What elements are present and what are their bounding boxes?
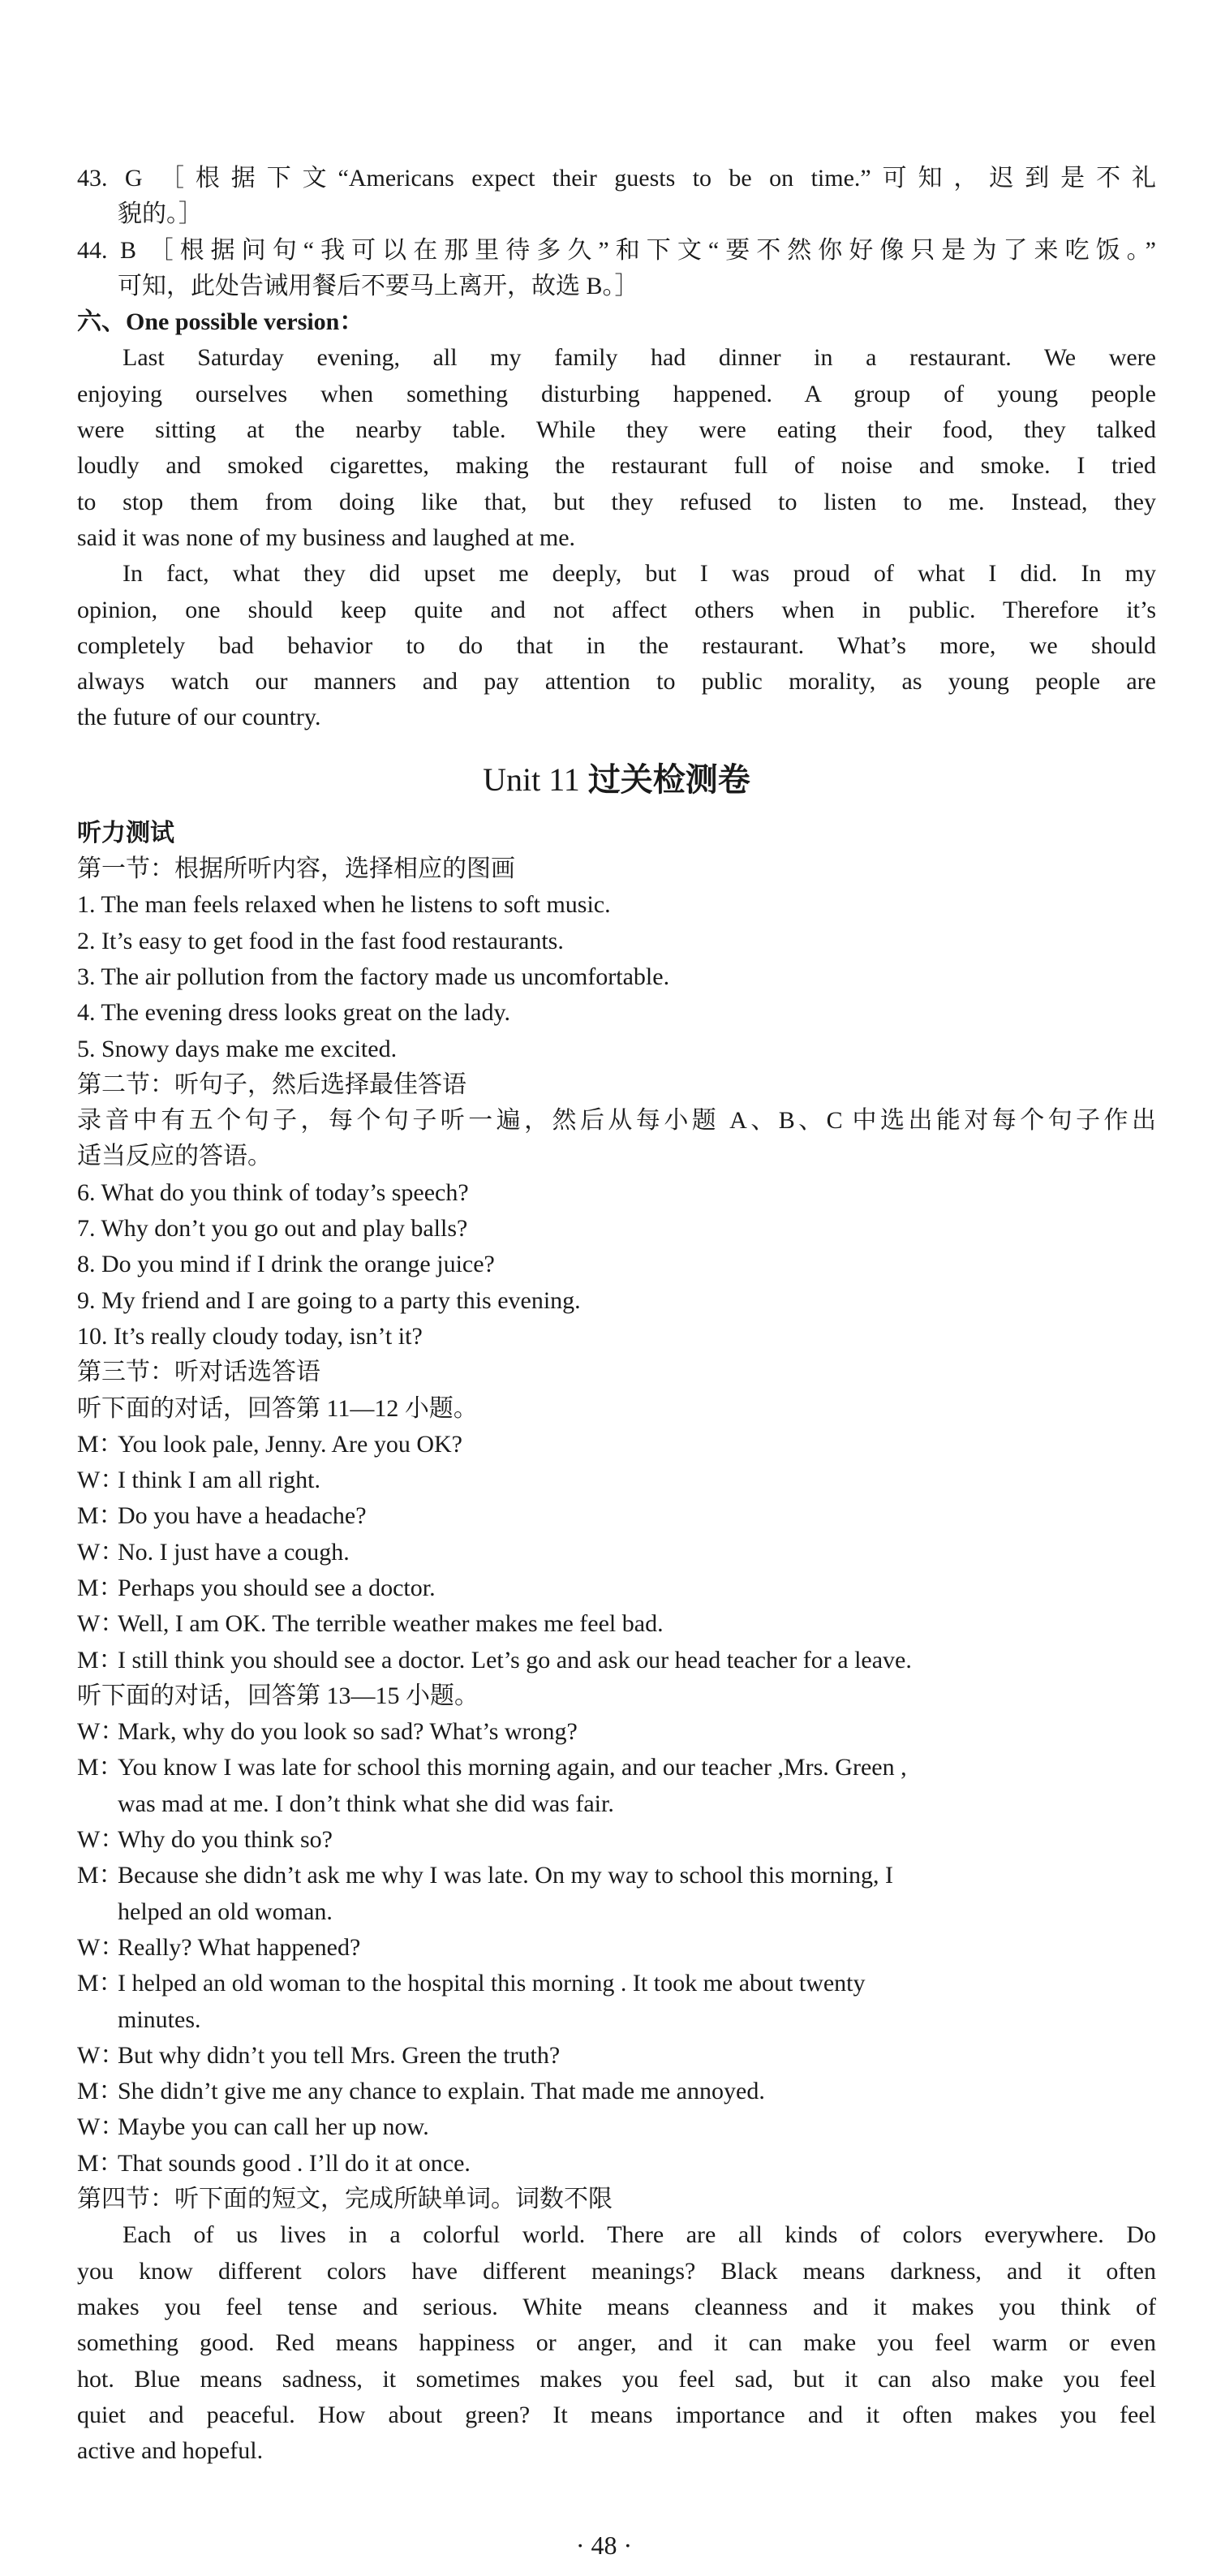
speaker: W： [77,1826,125,1854]
utterance: Perhaps you should see a doctor. [118,1574,436,1601]
passage-line: something good. Red means happiness or anger, and it can make you feel warm or even [77,2329,1156,2357]
utterance: I still think you should see a doctor. Let’s go and ask our head teacher for a leave. [118,1646,912,1674]
dialogue-continuation: minutes. [118,2005,201,2033]
speaker: W： [77,1538,125,1566]
utterance: Because she didn’t ask me why I was late. On my way to school this morning, I [118,1862,893,1889]
speaker: W： [77,2041,125,2069]
utterance: That sounds good . I’ll do it at once. [118,2149,471,2177]
dialogue-line [77,1606,1156,1642]
utterance: Maybe you can call her up now. [118,2113,429,2141]
section1-item: 3. The air pollution from the factory made us uncomfortable. [77,963,670,990]
speaker: W： [77,1933,125,1961]
dialogue-line [77,2038,1156,2074]
utterance: Mark, why do you look so sad? What’s wrong? [118,1718,578,1746]
writing-line: were sitting at the nearby table. While they were eating their food, they talked [77,416,1156,444]
utterance: You know I was late for school this morning again, and our teacher ,Mrs. Green , [118,1754,907,1781]
speaker: M： [77,1970,123,1997]
utterance: Well, I am OK. The terrible weather makes me feel bad. [118,1610,664,1638]
dialogue1-title: 听下面的对话，回答第 11—12 小题。 [77,1394,478,1422]
section1-item: 5. Snowy days make me excited. [77,1035,398,1062]
speaker: W： [77,1610,125,1638]
utterance: But why didn’t you tell Mrs. Green the truth? [118,2041,561,2069]
answer-44-line1: 44. B ［根据问句“我可以在那里待多久”和下文“要不然你好像只是为了来吃饭。” [77,236,1156,264]
passage-line: makes you feel tense and serious. White means cleanness and it makes you think of [77,2293,1156,2320]
answer-43-line2: 貌的。］ [118,200,203,228]
writing-line: In fact, what they did upset me deeply, but I was proud of what I did. In my [123,560,1156,588]
utterance: I helped an old woman to the hospital this morning . It took me about twenty [118,1970,866,1997]
dialogue-line [77,1858,1156,1893]
utterance: She didn’t give me any chance to explain. That made me annoyed. [118,2078,765,2105]
speaker: M： [77,1430,123,1458]
writing-line: Last Saturday evening, all my family had dinner in a restaurant. We were [123,344,1156,372]
writing-line: said it was none of my business and laughed at me. [77,523,576,551]
section1-item: 4. The evening dress looks great on the lady. [77,999,511,1027]
speaker: M： [77,1502,123,1530]
listening-heading: 听力测试 [77,818,174,847]
utterance: You look pale, Jenny. Are you OK? [118,1430,462,1458]
dialogue-continuation: helped an old woman. [118,1898,333,1925]
section2-item: 6. What do you think of today’s speech? [77,1178,469,1206]
dialogue-line [77,1714,1156,1750]
section1-item: 1. The man feels relaxed when he listens to soft music. [77,891,611,919]
section1-item: 2. It’s easy to get food in the fast food restaurants. [77,927,564,954]
page-number: · 48 · [575,2531,633,2560]
dialogue2-title: 听下面的对话，回答第 13—15 小题。 [77,1682,479,1709]
section2-item: 8. Do you mind if I drink the orange juice? [77,1251,495,1278]
speaker: W： [77,2113,125,2141]
speaker: M： [77,2149,123,2177]
speaker: W： [77,1718,125,1746]
dialogue-line [77,1462,1156,1498]
dialogue-line [77,1570,1156,1606]
section2-intro-line2: 适当反应的答语。 [77,1143,272,1170]
dialogue-line [77,1930,1156,1966]
dialogue-line [77,1535,1156,1570]
writing-line: enjoying ourselves when something disturbing happened. A group of young people [77,380,1156,407]
writing-line: the future of our country. [77,704,321,731]
speaker: M： [77,1862,123,1889]
dialogue-line [77,2109,1156,2145]
section2-intro-line1: 录音中有五个句子，每个句子听一遍，然后从每小题 A、B、C 中选出能对每个句子作出 [77,1107,1156,1135]
utterance: No. I just have a cough. [118,1538,350,1566]
section2-item: 9. My friend and I are going to a party this evening. [77,1286,581,1314]
content-column [77,161,1156,2469]
dialogue-line [77,2074,1156,2109]
writing-heading: 六、One possible version： [77,308,364,336]
utterance: I think I am all right. [118,1467,320,1494]
section2-item: 7. Why don’t you go out and play balls? [77,1215,468,1243]
writing-line: always watch our manners and pay attention to public morality, as young people are [77,668,1156,696]
section1-title: 第一节：根据所听内容，选择相应的图画 [77,855,515,883]
speaker: W： [77,1467,125,1494]
dialogue-line [77,1966,1156,2001]
speaker: M： [77,1754,123,1781]
answer-43-line1: 43. G ［根据下文“Americans expect their guests to be on time.”可知，迟到是不礼 [77,165,1156,192]
section2-title: 第二节：听句子，然后选择最佳答语 [77,1070,466,1098]
utterance: Do you have a headache? [118,1502,367,1530]
writing-line: completely bad behavior to do that in the restaurant. What’s more, we should [77,631,1156,659]
dialogue-line [77,2146,1156,2182]
passage-line: you know different colors have different meanings? Black means darkness, and it often [77,2257,1156,2285]
section3-title: 第三节：听对话选答语 [77,1359,320,1386]
writing-line: loudly and smoked cigarettes, making the restaurant full of noise and smoke. I tried [77,452,1156,480]
passage-line: quiet and peaceful. How about green? It means importance and it often makes you feel [77,2401,1156,2428]
dialogue-line [77,1822,1156,1858]
writing-line: to stop them from doing like that, but they refused to listen to me. Instead, they [77,488,1156,515]
passage-line: hot. Blue means sadness, it sometimes makes you feel sad, but it can also make you feel [77,2365,1156,2393]
section2-item: 10. It’s really cloudy today, isn’t it? [77,1322,423,1350]
answer-44-line2: 可知，此处告诫用餐后不要马上离开，故选 B。］ [118,272,639,299]
dialogue-continuation: was mad at me. I don’t think what she did was fair. [118,1790,614,1817]
passage-line: Each of us lives in a colorful world. There are all kinds of colors everywhere. Do [123,2221,1156,2249]
utterance: Really? What happened? [118,1933,361,1961]
passage-line: active and hopeful. [77,2437,264,2465]
dialogue-line [77,1750,1156,1786]
unit-title-cn: 过关检测卷 [587,760,750,799]
speaker: M： [77,1574,123,1601]
dialogue-line [77,1427,1156,1462]
dialogue-line [77,1498,1156,1534]
utterance: Why do you think so? [118,1826,333,1854]
dialogue-line [77,1643,1156,1678]
section4-title: 第四节：听下面的短文，完成所缺单词。词数不限 [77,2186,613,2213]
speaker: M： [77,2078,123,2105]
writing-line: opinion, one should keep quite and not affect others when in public. Therefore it’s [77,596,1156,623]
speaker: M： [77,1646,123,1674]
unit-title-en: Unit 11 [483,760,588,798]
unit-title [77,756,1156,804]
